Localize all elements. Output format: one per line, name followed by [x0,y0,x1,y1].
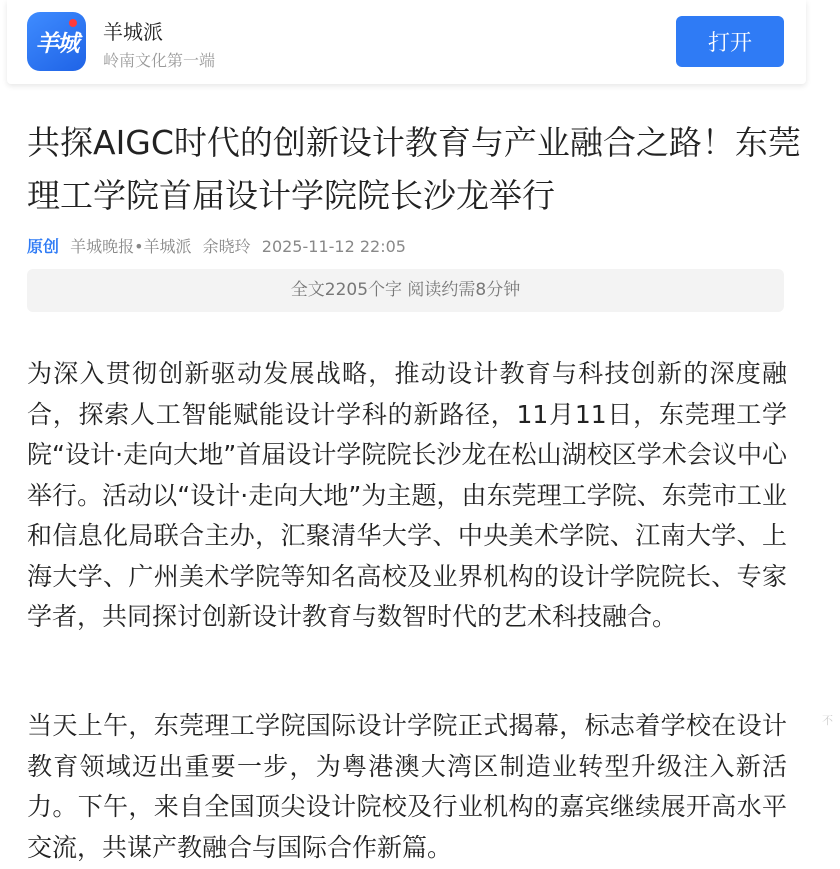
article-title: 共探AIGC时代的创新设计教育与产业融合之路！东莞理工学院首届设计学院院长沙龙举行 [27,123,801,215]
app-name: 羊城派 [103,20,163,44]
app-logo[interactable] [27,12,86,71]
article-paragraph: 当天上午，东莞理工学院国际设计学院正式揭幕，标志着学校在设计教育领域迈出重要一步，为粤港澳大湾区制造业转型升级注入新活力。下午，来自全国顶尖设计院校及行业机构的嘉宾继续展开高水平交流，共谋产教融合与国际合作新篇。 [27,711,787,862]
article-source[interactable]: 羊城晚报•羊城派 [70,237,192,256]
article-author: 余晓玲 [202,237,251,256]
article-meta [27,234,412,257]
article-paragraph: 为深入贯彻创新驱动发展战略，推动设计教育与科技创新的深度融合，探索人工智能赋能设计学科的新路径，11月11日，东莞理工学院“设计·走向大地”首届设计学院院长沙龙在松山湖校区学术会议中心举行。活动以“设计·走向大地”为主题，由东莞理工学院、东莞市工业和信息化局联合主办，汇聚清华大学、中央美术学院、江南大学、上海大学、广州美术学院等知名高校及业界机构的设计学院院长、专家学者，共同探讨创新设计教育与数智时代的艺术科技融合。 [27,359,787,631]
logo-dot-icon [69,19,77,27]
original-badge: 原创 [27,237,60,256]
side-floating-hint[interactable]: 不 [822,714,833,727]
reading-info-bar: 全文2205个字 阅读约需8分钟 [27,269,784,312]
open-app-button[interactable]: 打开 [676,16,784,67]
app-download-banner[interactable] [7,0,806,84]
app-logo-text: 羊城 [35,30,78,57]
app-slogan: 岭南文化第一端 [103,51,216,70]
article-datetime: 2025-11-12 22:05 [261,237,406,256]
